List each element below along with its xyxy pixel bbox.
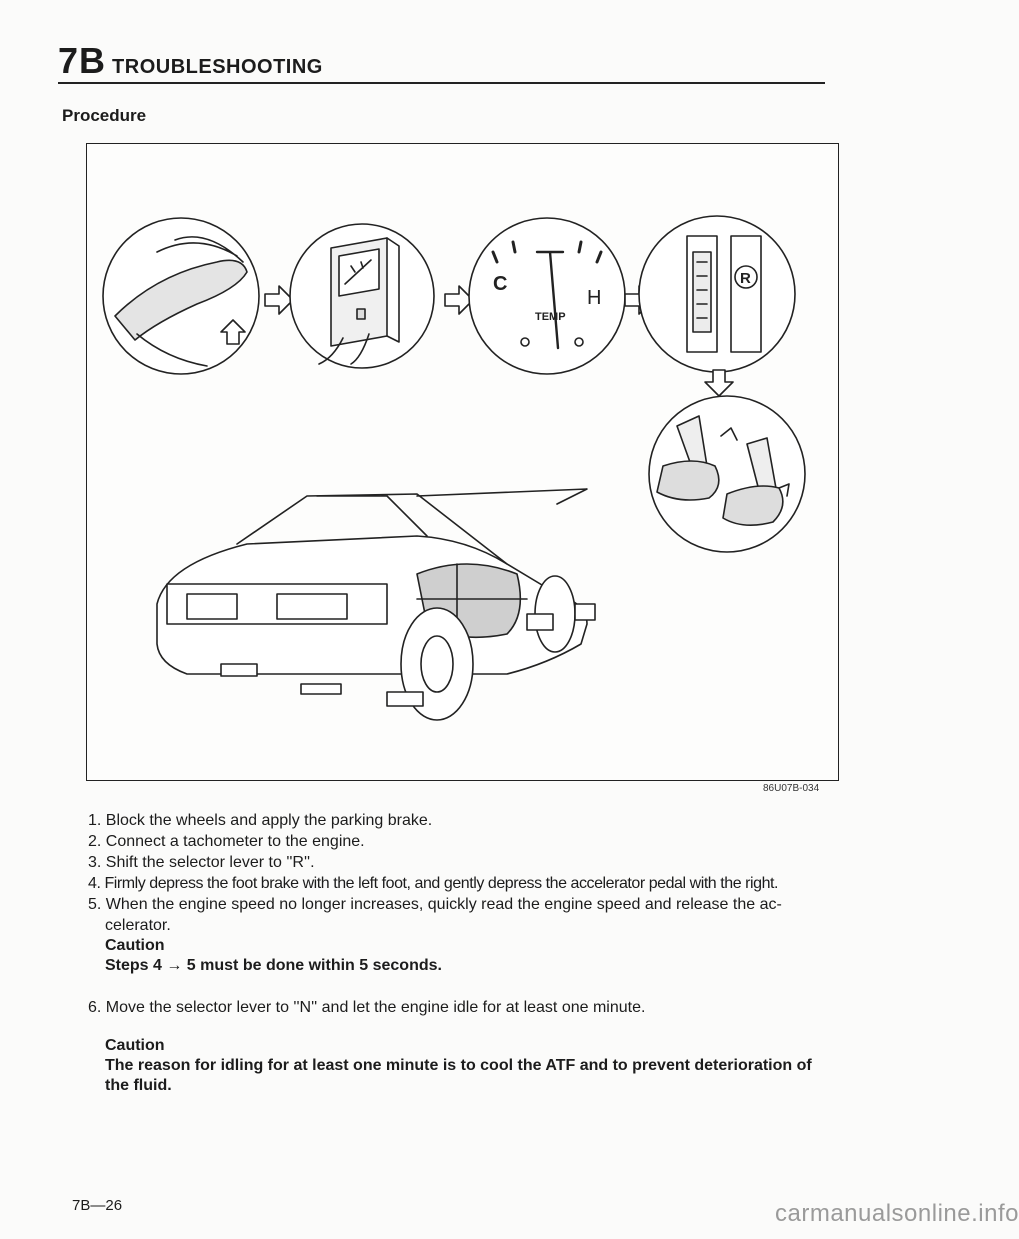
temperature-gauge-inset (469, 218, 625, 374)
car-on-stands (157, 489, 595, 720)
gauge-label-temp: TEMP (535, 311, 566, 323)
arrow-down-icon (705, 370, 733, 396)
gauge-label-h: H (587, 287, 602, 309)
step-item: 5. When the engine speed no longer increases, quickly read the engine speed and release the ac- (88, 896, 782, 913)
header-rule (58, 82, 825, 84)
page-number: 7B—26 (72, 1197, 123, 1214)
chapter-title: TROUBLESHOOTING (112, 56, 323, 78)
caution-label: Caution (105, 1037, 165, 1054)
tachometer-inset (290, 224, 434, 368)
caution-text: Steps 4 → 5 must be done within 5 seconds. (105, 957, 442, 974)
step-item: 2. Connect a tachometer to the engine. (88, 833, 365, 850)
page-header (58, 40, 323, 82)
caution-text: The reason for idling for at least one minute is to cool the ATF and to prevent deterioration of the fluid. (105, 1057, 812, 1094)
section-title: Procedure (62, 106, 147, 125)
step-item: 6. Move the selector lever to ''N'' and let the engine idle for at least one minute. (88, 999, 646, 1016)
selector-lever-inset (639, 216, 795, 372)
illustration-drawing (87, 144, 838, 780)
parking-brake-inset (103, 218, 259, 374)
arrow-right-icon (265, 286, 293, 314)
step-item-continuation: celerator. (105, 917, 171, 934)
step-item: 3. Shift the selector lever to ''R''. (88, 854, 315, 871)
chapter-number: 7B (58, 40, 107, 81)
procedure-illustration (86, 143, 839, 781)
step-item: 4. Firmly depress the foot brake with the left foot, and gently depress the accelerator pedal with the right. (88, 875, 779, 892)
caution-label: Caution (105, 937, 165, 954)
caution-note-2 (105, 1036, 835, 1096)
figure-code: 86U07B-034 (763, 783, 820, 794)
caution-note-1 (105, 936, 442, 976)
step-item: 1. Block the wheels and apply the parking brake. (88, 812, 433, 829)
gauge-label-c: C (493, 273, 508, 295)
procedure-steps (88, 810, 782, 936)
selector-r-label: R (740, 270, 751, 287)
watermark: carmanualsonline.info (775, 1200, 1019, 1227)
pedals-inset (649, 396, 805, 552)
